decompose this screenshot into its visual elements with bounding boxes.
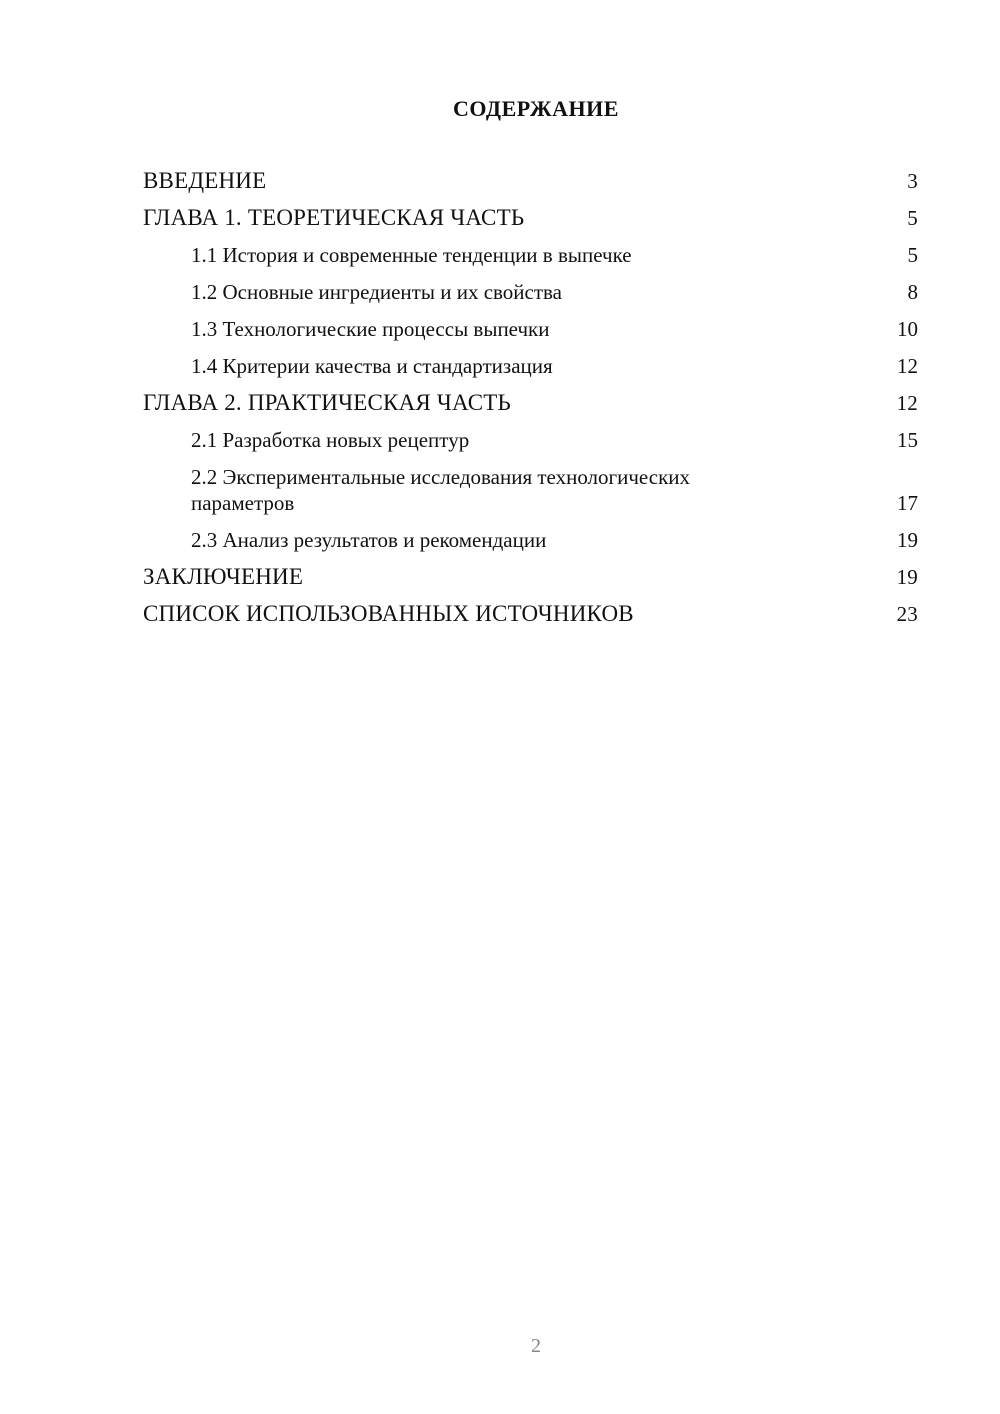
toc-entry-label: ГЛАВА 1. ТЕОРЕТИЧЕСКАЯ ЧАСТЬ [143,205,525,230]
toc-entry-page: 3 [907,169,918,193]
toc-entry-page: 8 [907,280,918,304]
toc-entry-page: 19 [897,528,918,552]
toc-entry-references[interactable] [0,601,1000,627]
page-number: 2 [531,1335,541,1357]
toc-entry-label: ГЛАВА 2. ПРАКТИЧЕСКАЯ ЧАСТЬ [143,390,511,415]
toc-entry-label: 2.2 Экспериментальные исследования технологических параметров [191,465,691,515]
table-of-contents [0,168,1000,638]
toc-entry-page: 19 [896,565,918,589]
toc-entry-label: 1.2 Основные ингредиенты и их свойства [191,280,562,304]
toc-entry-label: 1.4 Критерии качества и стандартизация [191,354,553,378]
toc-entry-label: 1.1 История и современные тенденции в выпечке [191,243,632,267]
toc-entry-introduction[interactable] [0,168,1000,194]
toc-entry-section-1-4[interactable] [0,353,1000,379]
toc-entry-section-2-2[interactable] [0,464,1000,516]
toc-entry-conclusion[interactable] [0,564,1000,590]
toc-entry-section-1-1[interactable] [0,242,1000,268]
toc-entry-label: 1.3 Технологические процессы выпечки [191,317,550,341]
toc-entry-section-1-2[interactable] [0,279,1000,305]
toc-entry-chapter-2[interactable] [0,390,1000,416]
toc-entry-label: ЗАКЛЮЧЕНИЕ [143,564,304,589]
toc-entry-page: 12 [897,354,918,378]
toc-entry-page: 17 [897,491,918,515]
toc-entry-page: 15 [897,428,918,452]
toc-entry-chapter-1[interactable] [0,205,1000,231]
toc-entry-section-2-1[interactable] [0,427,1000,453]
toc-entry-page: 5 [907,206,918,230]
toc-entry-section-2-3[interactable] [0,527,1000,553]
toc-entry-label: ВВЕДЕНИЕ [143,168,267,193]
toc-entry-label: 2.3 Анализ результатов и рекомендации [191,528,547,552]
toc-entry-page: 23 [896,602,918,626]
toc-entry-page: 5 [907,243,918,267]
toc-title: СОДЕРЖАНИЕ [453,96,619,121]
toc-entry-section-1-3[interactable] [0,316,1000,342]
toc-entry-label: СПИСОК ИСПОЛЬЗОВАННЫХ ИСТОЧНИКОВ [143,601,634,626]
toc-entry-label: 2.1 Разработка новых рецептур [191,428,470,452]
toc-entry-page: 10 [897,317,918,341]
toc-entry-page: 12 [896,391,918,415]
